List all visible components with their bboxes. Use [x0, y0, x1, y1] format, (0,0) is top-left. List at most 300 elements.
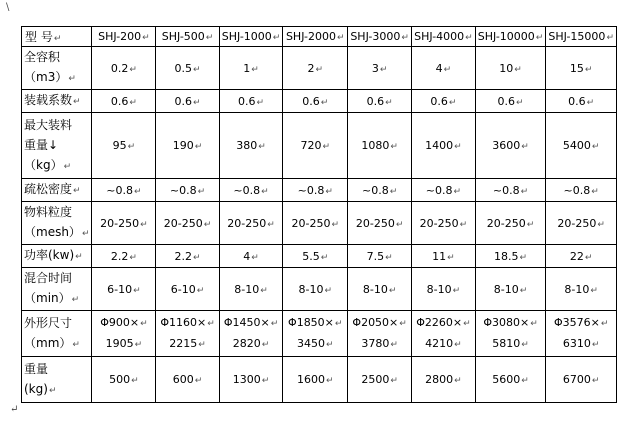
paragraph-mark: ↵: [258, 142, 266, 152]
value-cell: [412, 268, 476, 311]
value-cell: [348, 357, 412, 403]
header-label-cell: [22, 27, 92, 47]
paragraph-mark: ↵: [142, 33, 150, 43]
paragraph-mark: ↵: [591, 339, 600, 350]
dimension-cell: [412, 311, 476, 357]
paragraph-mark: ↵: [390, 339, 398, 350]
cell-value: 5400: [562, 139, 591, 152]
paragraph-mark: ↵: [10, 404, 19, 415]
cell-value: 22: [569, 249, 584, 263]
value-cell: [475, 245, 546, 268]
dimension-line-2: 2820↵: [232, 336, 270, 350]
paragraph-mark: ↵: [203, 219, 212, 230]
cell-value: 8-10: [493, 282, 519, 296]
cell-value: 0.6: [430, 94, 448, 108]
model-header-cell: [283, 27, 348, 47]
dimension-line-1: Φ2260×↵: [416, 315, 471, 329]
paragraph-mark: ↵: [530, 318, 538, 329]
spec-table-body: [22, 27, 617, 403]
row-label-cell: [22, 357, 92, 403]
cell-value: 8-10: [564, 282, 590, 296]
value-cell: [348, 47, 412, 90]
row-label-line: 混合时间: [24, 271, 73, 285]
paragraph-mark: ↵: [401, 33, 409, 43]
value-cell: [546, 268, 617, 311]
paragraph-mark: ↵: [256, 97, 265, 108]
value-cell: [156, 268, 219, 311]
paragraph-mark: ↵: [267, 219, 275, 230]
cell-value: 15: [569, 61, 584, 75]
cell-value: 1400: [425, 139, 454, 152]
dimension-line-2: 4210↵: [425, 336, 462, 350]
row-label-line: （min）↵: [24, 291, 80, 305]
cell-value: 4: [243, 249, 251, 263]
paragraph-mark: ↵: [459, 219, 468, 230]
dimension-cell: [219, 311, 283, 357]
paragraph-mark: ↵: [390, 142, 398, 152]
paragraph-mark: ↵: [320, 97, 329, 108]
dimension-line-1: Φ1850×↵: [288, 315, 343, 329]
cell-value: 1: [243, 61, 251, 75]
paragraph-mark: ↵: [197, 186, 206, 197]
value-cell: [156, 202, 219, 245]
cell-value: 600: [172, 373, 194, 386]
model-name: SHJ-500: [161, 30, 205, 43]
table-row: [22, 179, 617, 202]
value-cell: [92, 90, 156, 113]
value-cell: [283, 179, 348, 202]
table-row: [22, 245, 617, 268]
value-cell: [412, 357, 476, 403]
value-cell: [546, 90, 617, 113]
cell-value: 20-250: [557, 216, 597, 230]
paragraph-mark: ↵: [315, 64, 324, 75]
paragraph-mark: ↵: [198, 339, 206, 350]
value-cell: [283, 245, 348, 268]
row-label-cell: [22, 202, 92, 245]
cell-value: 8-10: [298, 282, 324, 296]
paragraph-mark: ↵: [75, 252, 83, 262]
dimension-line-2: 1905↵: [105, 336, 143, 350]
cell-value: 20-250: [419, 216, 459, 230]
paragraph-mark: ↵: [193, 97, 201, 108]
cell-value: 380: [236, 139, 258, 152]
corner-mark: \: [6, 2, 10, 13]
dimension-line-1: Φ2050×↵: [352, 315, 407, 329]
dimension-cell: [283, 311, 348, 357]
paragraph-mark: ↵: [134, 339, 143, 350]
paragraph-mark: ↵: [514, 64, 522, 75]
cell-value: 8-10: [362, 282, 388, 296]
row-label-line: 外形尺寸: [24, 315, 73, 330]
cell-value: 0.6: [302, 94, 320, 108]
cell-value: 6-10: [107, 282, 133, 296]
model-name: SHJ-10000: [477, 30, 535, 43]
cell-value: 0.6: [110, 94, 129, 108]
dimension-line-1: Φ3080×↵: [483, 315, 538, 329]
row-label-line: （mesh）↵: [24, 225, 90, 239]
paragraph-mark: ↵: [452, 285, 461, 296]
paragraph-mark: ↵: [193, 252, 201, 263]
paragraph-mark: ↵: [584, 64, 593, 75]
cell-value: 190: [172, 139, 194, 152]
value-cell: [156, 113, 219, 179]
value-cell: [348, 245, 412, 268]
value-cell: [283, 47, 348, 90]
dimension-cell: [348, 311, 412, 357]
value-cell: [412, 202, 476, 245]
paragraph-mark: ↵: [261, 376, 270, 386]
model-name: SHJ-200: [98, 30, 142, 43]
cell-value: 1300: [232, 373, 261, 386]
cell-value: 0.6: [568, 94, 586, 108]
row-label-line: 装载系数↵: [24, 93, 81, 107]
cell-value: ~0.8: [106, 183, 133, 197]
paragraph-mark: ↵: [71, 295, 80, 305]
paragraph-mark: ↵: [389, 186, 398, 197]
paragraph-mark: ↵: [600, 318, 609, 329]
cell-value: 500: [109, 373, 131, 386]
row-label-cell: [22, 311, 92, 357]
dimension-line-2: 6310↵: [562, 336, 600, 350]
dimension-line-2: 2215↵: [169, 336, 206, 350]
cell-value: ~0.8: [233, 183, 261, 197]
model-header-cell: [156, 27, 219, 47]
paragraph-mark: ↵: [519, 285, 528, 296]
value-cell: [92, 245, 156, 268]
table-row: [22, 202, 617, 245]
cell-value: 20-250: [163, 216, 203, 230]
paragraph-mark: ↵: [519, 252, 528, 263]
value-cell: [546, 357, 617, 403]
row-label-cell: [22, 90, 92, 113]
paragraph-mark: ↵: [272, 33, 281, 43]
paragraph-mark: ↵: [591, 142, 600, 152]
paragraph-mark: ↵: [73, 97, 81, 107]
cell-value: 2800: [425, 373, 454, 386]
dimension-line-2: 3780↵: [361, 336, 398, 350]
table-row: [22, 47, 617, 90]
paragraph-mark: ↵: [72, 339, 80, 350]
paragraph-mark: ↵: [260, 285, 268, 296]
paragraph-mark: ↵: [454, 142, 462, 152]
cell-value: 0.6: [174, 94, 192, 108]
model-header-cell: [412, 27, 476, 47]
paragraph-mark: ↵: [521, 376, 529, 386]
paragraph-mark: ↵: [68, 74, 76, 84]
model-name: SHJ-2000: [285, 30, 337, 43]
paragraph-mark: ↵: [270, 318, 279, 329]
paragraph-mark: ↵: [129, 64, 137, 75]
paragraph-mark: ↵: [521, 339, 529, 350]
cell-value: 6-10: [170, 282, 196, 296]
paragraph-mark: ↵: [196, 285, 205, 296]
cell-value: 2500: [361, 373, 390, 386]
paragraph-mark: ↵: [520, 186, 529, 197]
value-cell: [348, 179, 412, 202]
paragraph-mark: ↵: [385, 97, 393, 108]
model-header-cell: [475, 27, 546, 47]
value-cell: [283, 113, 348, 179]
dimension-line-2: 3450↵: [296, 336, 334, 350]
paragraph-mark: ↵: [535, 33, 544, 43]
dimension-cell: [546, 311, 617, 357]
row-label-line: (kg)↵: [24, 381, 57, 396]
cell-value: 7.5: [366, 249, 385, 263]
row-label-line: 重量↓: [24, 137, 59, 152]
value-cell: [475, 202, 546, 245]
header-row: [22, 27, 617, 47]
value-cell: [546, 113, 617, 179]
dimension-line-2: 5810↵: [492, 336, 529, 350]
paragraph-mark: ↵: [53, 34, 62, 44]
value-cell: [475, 47, 546, 90]
value-cell: [92, 268, 156, 311]
paragraph-mark: ↵: [193, 64, 201, 75]
paragraph-mark: ↵: [63, 161, 72, 172]
cell-value: ~0.8: [563, 183, 591, 197]
value-cell: [156, 179, 219, 202]
model-name: SHJ-1000: [221, 30, 272, 43]
row-label-line: （kg）↵: [24, 157, 72, 172]
value-cell: [283, 357, 348, 403]
cell-value: 20-250: [486, 216, 526, 230]
paragraph-mark: ↵: [526, 219, 535, 230]
table-row: [22, 113, 617, 179]
value-cell: [546, 179, 617, 202]
paragraph-mark: ↵: [454, 339, 462, 350]
row-label-line: 物料粒度: [24, 205, 73, 219]
paragraph-mark: ↵: [516, 97, 524, 108]
row-label-cell: [22, 179, 92, 202]
table-row: [22, 90, 617, 113]
value-cell: [219, 90, 283, 113]
cell-value: 20-250: [291, 216, 331, 230]
paragraph-mark: ↵: [261, 186, 269, 197]
row-label-line: 全容积: [24, 50, 61, 64]
value-cell: [92, 113, 156, 179]
value-cell: [348, 268, 412, 311]
paragraph-mark: ↵: [48, 385, 57, 396]
paragraph-mark: ↵: [606, 33, 614, 43]
row-label-cell: [22, 113, 92, 179]
value-cell: [219, 47, 283, 90]
spec-table: [21, 26, 617, 403]
paragraph-mark: ↵: [131, 376, 139, 386]
cell-value: 10: [499, 61, 514, 75]
cell-value: 3600: [492, 139, 521, 152]
cell-value: 0.2: [110, 61, 129, 75]
value-cell: [219, 268, 283, 311]
dimension-line-1: Φ900×↵: [100, 315, 148, 329]
value-cell: [92, 179, 156, 202]
cell-value: 5.5: [302, 249, 320, 263]
value-cell: [92, 357, 156, 403]
paragraph-mark: ↵: [81, 229, 90, 239]
value-cell: [348, 90, 412, 113]
cell-value: ~0.8: [492, 183, 520, 197]
value-cell: [219, 357, 283, 403]
cell-value: 4: [435, 61, 443, 75]
row-label-line: 重量: [24, 361, 49, 376]
table-row: [22, 311, 617, 357]
value-cell: [475, 357, 546, 403]
value-cell: [546, 245, 617, 268]
value-cell: [475, 113, 546, 179]
value-cell: [156, 47, 219, 90]
cell-value: 0.6: [366, 94, 385, 108]
paragraph-mark: ↵: [591, 376, 600, 386]
cell-value: 3: [371, 61, 379, 75]
value-cell: [219, 245, 283, 268]
paragraph-mark: ↵: [322, 142, 331, 152]
paragraph-mark: ↵: [129, 252, 137, 263]
value-cell: [412, 90, 476, 113]
row-label-line: 功率(kw)↵: [24, 248, 83, 262]
model-header-cell: [92, 27, 156, 47]
row-label-line: 最大装料: [24, 117, 73, 132]
paragraph-mark: ↵: [337, 33, 345, 43]
row-label-line: （mm）↵: [24, 335, 80, 350]
cell-value: 0.6: [238, 94, 256, 108]
dimension-line-1: Φ3576×↵: [553, 315, 609, 329]
row-label-line: （m3）↵: [24, 70, 76, 84]
cell-value: 20-250: [355, 216, 395, 230]
paragraph-mark: ↵: [465, 33, 473, 43]
paragraph-mark: ↵: [207, 318, 215, 329]
cell-value: 5600: [492, 373, 521, 386]
paragraph-mark: ↵: [453, 186, 462, 197]
value-cell: [475, 179, 546, 202]
paragraph-mark: ↵: [325, 186, 333, 197]
table-row: [22, 268, 617, 311]
value-cell: [546, 202, 617, 245]
cell-value: 1600: [296, 373, 325, 386]
paragraph-mark: ↵: [447, 252, 455, 263]
paragraph-mark: ↵: [320, 252, 329, 263]
paragraph-mark: ↵: [325, 376, 334, 386]
value-cell: [283, 268, 348, 311]
paragraph-mark: ↵: [388, 285, 397, 296]
model-header-cell: [546, 27, 617, 47]
value-cell: [348, 202, 412, 245]
paragraph-mark: ↵: [463, 318, 471, 329]
value-cell: [156, 357, 219, 403]
cell-value: 18.5: [494, 249, 519, 263]
cell-value: ~0.8: [169, 183, 197, 197]
model-name: SHJ-3000: [350, 30, 401, 43]
paragraph-mark: ↵: [443, 64, 452, 75]
cell-value: ~0.8: [361, 183, 389, 197]
cell-value: 20-250: [100, 216, 140, 230]
cell-value: 2.2: [110, 249, 129, 263]
cell-value: 2: [307, 61, 315, 75]
model-name: SHJ-4000: [414, 30, 465, 43]
value-cell: [412, 47, 476, 90]
paragraph-mark: ↵: [399, 318, 407, 329]
paragraph-mark: ↵: [390, 376, 398, 386]
paragraph-mark: ↵: [385, 252, 393, 263]
value-cell: [475, 90, 546, 113]
cell-value: 0.6: [497, 94, 515, 108]
dimension-line-1: Φ1450×↵: [223, 315, 279, 329]
paragraph-mark: ↵: [379, 64, 388, 75]
paragraph-mark: ↵: [584, 252, 593, 263]
value-cell: [283, 90, 348, 113]
paragraph-mark: ↵: [324, 285, 332, 296]
cell-value: 11: [432, 249, 447, 263]
dimension-line-1: Φ1160×↵: [160, 315, 215, 329]
value-cell: [92, 202, 156, 245]
paragraph-mark: ↵: [251, 252, 259, 263]
model-header-cell: [348, 27, 412, 47]
value-cell: [546, 47, 617, 90]
cell-value: 20-250: [227, 216, 267, 230]
paragraph-mark: ↵: [140, 219, 148, 230]
paragraph-mark: ↵: [334, 318, 343, 329]
header-label: 型 号: [25, 30, 53, 44]
value-cell: [412, 245, 476, 268]
paragraph-mark: ↵: [140, 318, 148, 329]
row-label-cell: [22, 268, 92, 311]
paragraph-mark: ↵: [261, 339, 270, 350]
paragraph-mark: ↵: [448, 97, 457, 108]
paragraph-mark: ↵: [251, 64, 259, 75]
paragraph-mark: ↵: [586, 97, 595, 108]
value-cell: [156, 90, 219, 113]
value-cell: [283, 202, 348, 245]
value-cell: [219, 113, 283, 179]
table-row: [22, 357, 617, 403]
paragraph-mark: ↵: [325, 339, 334, 350]
paragraph-mark: ↵: [194, 376, 203, 386]
cell-value: 8-10: [234, 282, 260, 296]
dimension-cell: [156, 311, 219, 357]
cell-value: 8-10: [426, 282, 452, 296]
paragraph-mark: ↵: [395, 219, 404, 230]
paragraph-mark: ↵: [205, 33, 214, 43]
cell-value: 6700: [562, 373, 591, 386]
paragraph-mark: ↵: [591, 186, 599, 197]
value-cell: [219, 202, 283, 245]
cell-value: 0.5: [174, 61, 192, 75]
row-label-cell: [22, 245, 92, 268]
cell-value: 1080: [361, 139, 390, 152]
paragraph-mark: ↵: [127, 142, 136, 152]
paragraph-mark: ↵: [454, 376, 462, 386]
paragraph-mark: ↵: [194, 142, 203, 152]
cell-value: 95: [112, 139, 127, 152]
paragraph-mark: ↵: [521, 142, 529, 152]
cell-value: 720: [300, 139, 322, 152]
paragraph-mark: ↵: [597, 219, 605, 230]
value-cell: [92, 47, 156, 90]
paragraph-mark: ↵: [133, 285, 141, 296]
value-cell: [156, 245, 219, 268]
paragraph-mark: ↵: [590, 285, 598, 296]
paragraph-mark: ↵: [134, 186, 142, 197]
value-cell: [219, 179, 283, 202]
cell-value: 2.2: [174, 249, 192, 263]
model-name: SHJ-15000: [548, 30, 606, 43]
row-label-cell: [22, 47, 92, 90]
paragraph-mark: ↵: [73, 186, 81, 196]
value-cell: [412, 179, 476, 202]
value-cell: [412, 113, 476, 179]
paragraph-mark: ↵: [331, 219, 339, 230]
cell-value: ~0.8: [297, 183, 325, 197]
dimension-cell: [475, 311, 546, 357]
